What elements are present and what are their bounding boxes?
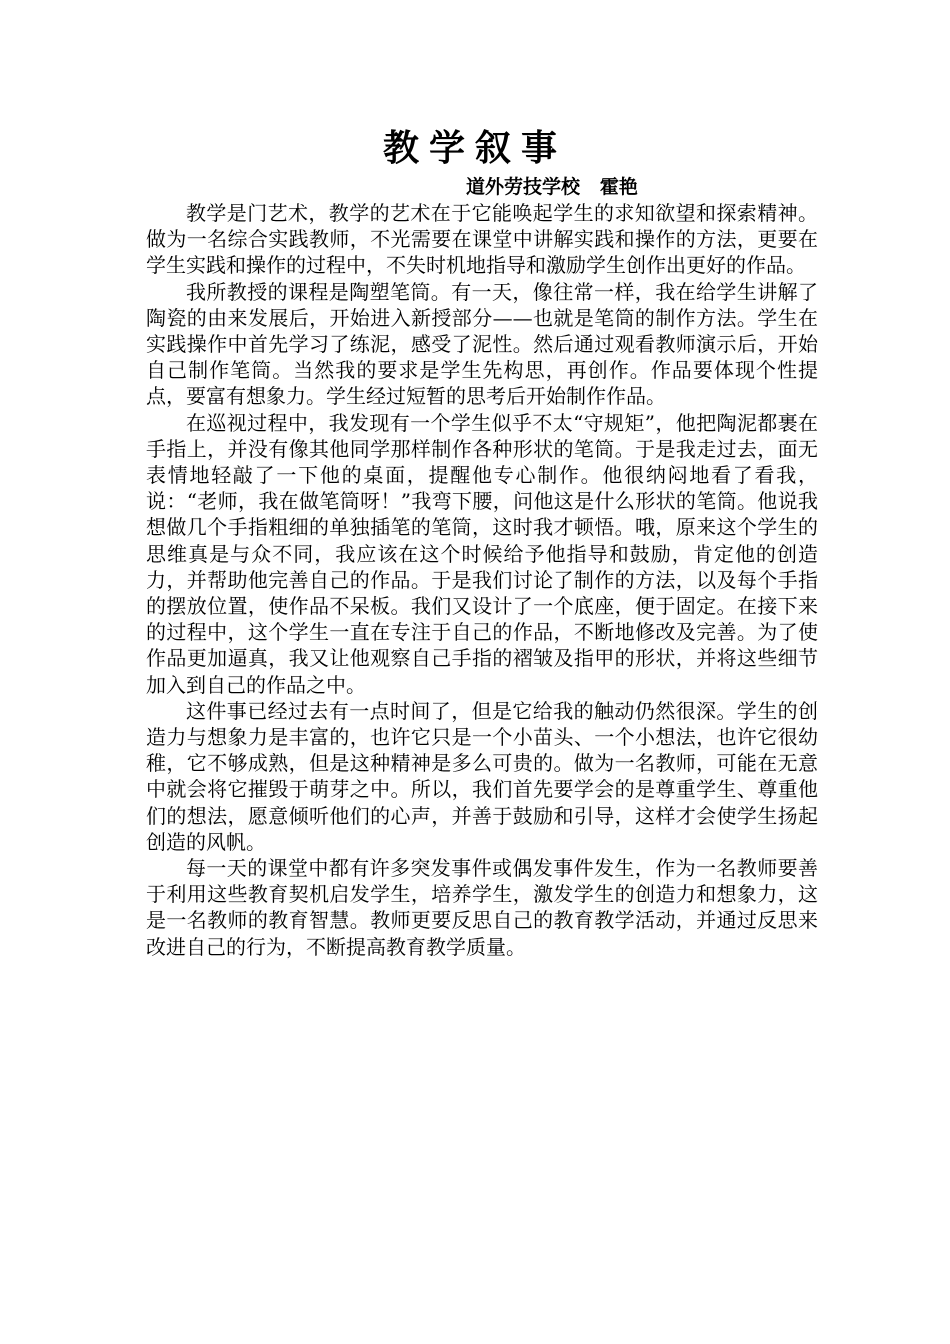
paragraph-4: 这件事已经过去有一点时间了，但是它给我的触动仍然很深。学生的创造力与想象力是丰富的，也许它只是一个小苗头、一个小想法，也许它很幼稚，它不够成熟，但是这种精神是多么可贵的。做为一名教师，可能在无意中就会将它摧毁于萌芽之中。所以，我们首先要学会的是尊重学生、尊重他们的想法，愿意倾听他们的心声，并善于鼓励和引导，这样才会使学生扬起创造的风帆。 (146, 698, 818, 854)
paragraph-1: 教学是门艺术，教学的艺术在于它能唤起学生的求知欲望和探索精神。做为一名综合实践教师，不光需要在课堂中讲解实践和操作的方法，更要在学生实践和操作的过程中，不失时机地指导和激励学生创作出更好的作品。 (146, 201, 818, 278)
author-byline: 道外劳技学校 霍艳 (466, 176, 638, 198)
paragraph-2: 我所教授的课程是陶塑笔筒。有一天，像往常一样，我在给学生讲解了陶瓷的由来发展后，开始进入新授部分——也就是笔筒的制作方法。学生在实践操作中首先学习了练泥，感受了泥性。然后通过观看教师演示后，开始自己制作笔筒。当然我的要求是学生先构思，再创作。作品要体现个性提点，要富有想象力。学生经过短暂的思考后开始制作作品。 (146, 279, 818, 409)
paragraph-5: 每一天的课堂中都有许多突发事件或偶发事件发生，作为一名教师要善于利用这些教育契机启发学生，培养学生，激发学生的创造力和想象力，这是一名教师的教育智慧。教师更要反思自己的教育教学活动，并通过反思来改进自己的行为，不断提高教育教学质量。 (146, 856, 818, 959)
paragraph-3: 在巡视过程中，我发现有一个学生似乎不太“守规矩”，他把陶泥都裹在手指上，并没有像其他同学那样制作各种形状的笔筒。于是我走过去，面无表情地轻敲了一下他的桌面，提醒他专心制作。他很纳闷地看了看我，说：“老师，我在做笔筒呀！”我弯下腰，问他这是什么形状的笔筒。他说我想做几个手指粗细的单独插笔的笔筒，这时我才顿悟。哦，原来这个学生的思维真是与众不同，我应该在这个时候给予他指导和鼓励，肯定他的创造力，并帮助他完善自己的作品。于是我们讨论了制作的方法，以及每个手指的摆放位置，使作品不呆板。我们又设计了一个底座，便于固定。在接下来的过程中，这个学生一直在专注于自己的作品，不断地修改及完善。为了使作品更加逼真，我又让他观察自己手指的褶皱及指甲的形状，并将这些细节加入到自己的作品之中。 (146, 410, 818, 697)
document-title: 教学叙事 (382, 128, 567, 169)
document-body (146, 200, 818, 960)
